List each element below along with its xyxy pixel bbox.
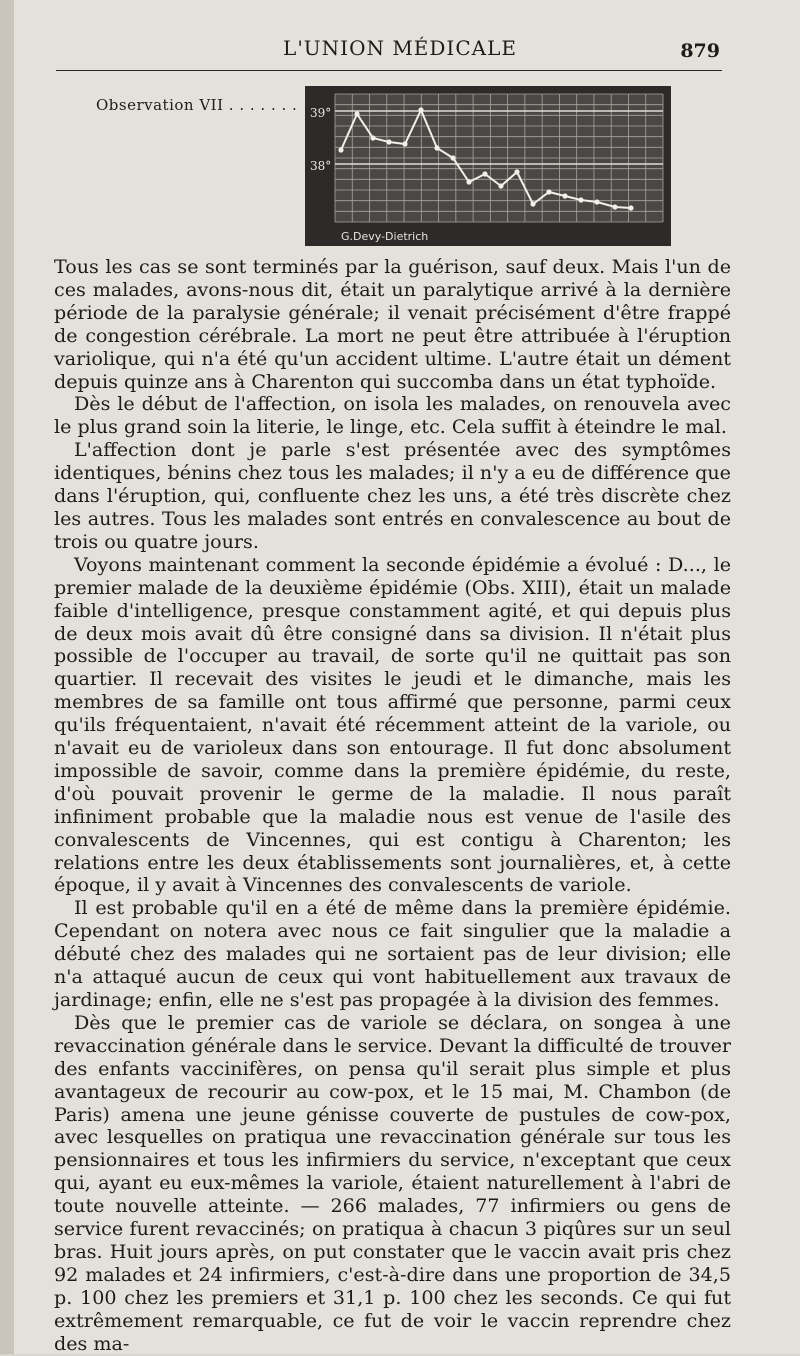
paragraph-1: Tous les cas se sont terminés par la guérison, sauf deux. Mais l'un de ces malades, avons-nous dit, était un paralytique arrivé à la dernière période de la paralysie générale; il venait précisément d'être frappé de congestion cérébrale. La mort ne peut être attribuée à l'éruption variolique, qui n'a été qu'un accident ultime. L'autre était un dément depuis quinze ans à Charenton qui succomba dans un état typhoïde. [54,255,731,393]
temperature-point [370,135,375,140]
temperature-point [418,107,423,112]
temperature-point [530,201,535,206]
paragraph-5: Il est probable qu'il en a été de même dans la première épidémie. Cependant on notera avec nous ce fait singulier que la maladie a débuté chez des malades qui ne sortaient pas de leur division; elle n'a attaqué aucun de ceux qui vont habituellement aux travaux de jardinage; enfin, elle ne s'est pas propagée à la division des femmes. [54,896,731,1011]
paragraph-4: Voyons maintenant comment la seconde épidémie a évolué : D..., le premier malade de la deuxième épidémie (Obs. XIII), était un malade faible d'intelligence, presque constamment agité, et qui depuis plus de deux mois avait dû être consigné dans sa division. Il n'était plus possible de l'occuper au travail, de sorte qu'il ne quittait pas son quartier. Il recevait des visites le jeudi et le dimanche, mais les membres de sa famille ont tous affirmé que personne, parmi ceux qu'ils fréquentaient, n'avait été récemment atteint de la variole, ou n'avait eu de varioleux dans son entourage. Il fut donc absolument impossible de savoir, comme dans la première épidémie, du reste, d'où pouvait provenir le germe de la maladie. Il nous paraît infiniment probable que la maladie nous est venue de l'asile des convalescents de Vincennes, qui est contigu à Charenton; les relations entre les deux établissements sont journalières, et, à cette époque, il y avait à Vincennes des convalescents de variole. [54,552,731,897]
chart-credit: G.Devy-Dietrich [341,230,429,243]
temperature-point [434,145,439,150]
temperature-chart [305,86,671,246]
temperature-point [498,183,503,188]
temperature-point [594,199,599,204]
paragraph-6: Dès que le premier cas de variole se déclara, on songea à une revaccination générale dans le service. Devant la difficulté de trouver des enfants vaccinifères, on pensa qu'il serait plus simple et plus avantageux de recourir au cow-pox, et le 15 mai, M. Chambon (de Paris) amena une jeune génisse couverte de pustules de cow-pox, avec lesquelles on pratiqua une revaccination générale sur tous les pensionnaires et tous les infirmiers du service, n'exceptant que ceux qui, ayant eu eux-mêmes la variole, étaient naturellement à l'abri de toute nouvelle atteinte. — 266 malades, 77 infirmiers ou gens de service furent revaccinés; on pratiqua à chacun 3 piqûres sur un seul bras. Huit jours après, on put constater que le vaccin avait pris chez 92 malades et 24 infirmiers, c'est-à-dire dans une proportion de 34,5 p. 100 chez les premiers et 31,1 p. 100 chez les seconds. Ce qui fut extrêmement remarquable, ce fut de voir le vaccin reprendre chez des ma- [54,1010,731,1355]
running-header [0,36,800,70]
body-text [54,256,731,1356]
temperature-point [466,179,471,184]
temperature-point [578,197,583,202]
temperature-point [402,141,407,146]
temperature-point [386,139,391,144]
temperature-point [628,205,633,210]
temperature-point [482,171,487,176]
paragraph-2: Dès le début de l'affection, on isola les malades, on renouvela avec le plus grand soin la literie, le linge, etc. Cela suffit à éteindre le mal. [54,392,731,439]
chart-label-38: 38° [310,159,332,173]
temperature-point [354,111,359,116]
temperature-point [514,169,519,174]
running-title: L'UNION MÉDICALE [283,36,517,60]
paragraph-3: L'affection dont je parle s'est présentée avec des symptômes identiques, bénins chez tous les malades; il n'y a eu de différence que dans l'éruption, qui, confluente chez les uns, a été très discrète chez les autres. Tous les malades sont entrés en convalescence au bout de trois ou quatre jours. [54,438,731,553]
temperature-point [612,204,617,209]
temperature-point [450,155,455,160]
temperature-point [546,189,551,194]
temperature-point [338,147,343,152]
header-rule [56,70,722,71]
chart-label-39: 39° [310,106,332,120]
observation-label: Observation VII . . . . . . . [96,96,298,114]
temperature-point [562,193,567,198]
temperature-chart-graphic [305,86,671,246]
page-number: 879 [680,40,720,62]
